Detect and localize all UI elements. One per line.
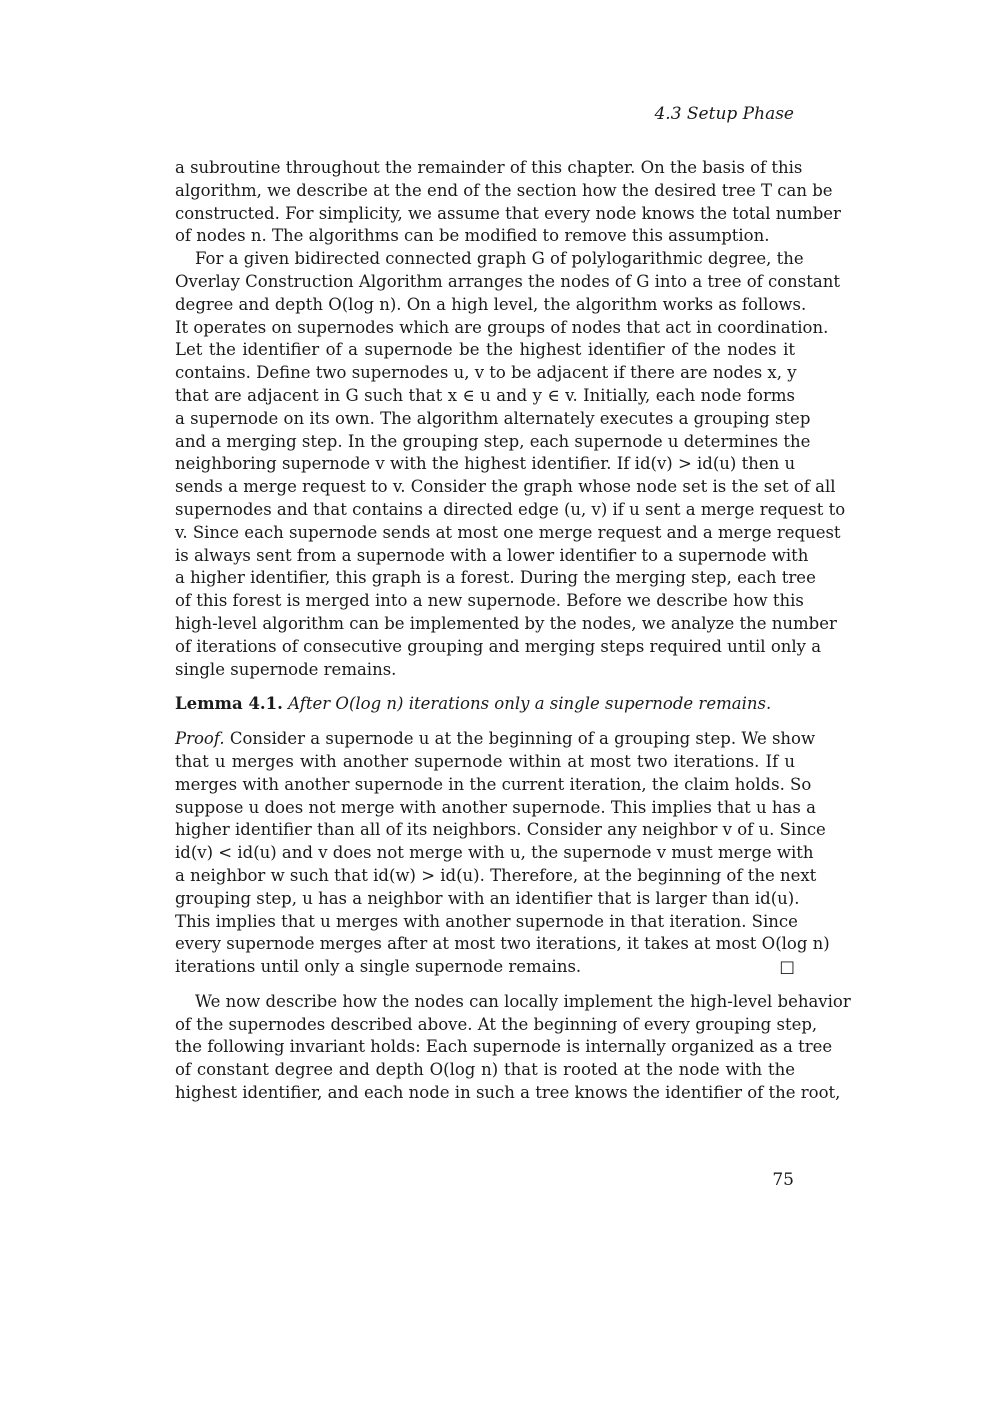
text-line: and a merging step. In the grouping step, each supernode u determines the	[175, 431, 811, 451]
text-line: of the supernodes described above. At the beginning of every grouping step,	[175, 1014, 818, 1034]
spacer	[175, 979, 795, 991]
paragraph-implementation	[175, 991, 851, 1105]
paragraph-algorithm-overview	[175, 248, 846, 681]
lemma-statement: After O(log n) iterations only a single supernode remains.	[288, 694, 772, 714]
text-line: degree and depth O(log n). On a high level, the algorithm works as follows.	[175, 294, 807, 314]
text-line: higher identifier than all of its neighbors. Consider any neighbor v of u. Since	[175, 820, 826, 840]
text-line: v. Since each supernode sends at most one merge request and a merge request	[175, 522, 841, 542]
text-line: For a given bidirected connected graph G of polylogarithmic degree, the	[195, 249, 804, 269]
text-line: sends a merge request to v. Consider the graph whose node set is the set of all	[175, 477, 836, 497]
text-line: every supernode merges after at most two iterations, it takes at most O(log n)	[175, 934, 830, 954]
proof-last-line	[175, 956, 795, 979]
text-line: of nodes n. The algorithms can be modified to remove this assumption.	[175, 226, 770, 246]
text-line: iterations until only a single supernode remains.	[175, 957, 582, 977]
text-line: supernodes and that contains a directed edge (u, v) if u sent a merge request to	[175, 499, 846, 519]
text-line: is always sent from a supernode with a lower identifier to a supernode with	[175, 545, 809, 565]
paragraph-continuation	[175, 157, 841, 248]
text-line: of constant degree and depth O(log n) that is rooted at the node with the	[175, 1060, 795, 1080]
text-line: We now describe how the nodes can locally implement the high-level behavior	[195, 991, 851, 1011]
text-line: Overlay Construction Algorithm arranges the nodes of G into a tree of constant	[175, 271, 840, 291]
proof-first-line	[175, 728, 816, 751]
text-line: grouping step, u has a neighbor with an identifier that is larger than id(u).	[175, 888, 800, 908]
lemma-label: Lemma 4.1.	[175, 694, 283, 714]
text-line: neighboring supernode v with the highest identifier. If id(v) > id(u) then u	[175, 454, 796, 474]
text-block	[175, 157, 851, 1105]
proof-label: Proof.	[175, 729, 225, 749]
lemma-4-1	[175, 693, 795, 716]
text-line: highest identifier, and each node in such a tree knows the identifier of the root,	[175, 1083, 841, 1103]
page-number: 75	[772, 1170, 794, 1190]
proof-text: Consider a supernode u at the beginning of a grouping step. We show	[229, 729, 816, 749]
text-line: contains. Define two supernodes u, v to be adjacent if there are nodes x, y	[175, 363, 797, 383]
text-line: suppose u does not merge with another supernode. This implies that u has a	[175, 797, 816, 817]
text-line: This implies that u merges with another supernode in that iteration. Since	[175, 911, 798, 931]
spacer	[175, 716, 795, 728]
text-line: a neighbor w such that id(w) > id(u). Therefore, at the beginning of the next	[175, 865, 817, 885]
text-line: id(v) < id(u) and v does not merge with u, the supernode v must merge with	[175, 843, 814, 863]
text-line: merges with another supernode in the current iteration, the claim holds. So	[175, 774, 812, 794]
text-line: It operates on supernodes which are groups of nodes that act in coordination.	[175, 317, 829, 337]
text-line: single supernode remains.	[175, 659, 397, 679]
text-line: constructed. For simplicity, we assume that every node knows the total number	[175, 203, 841, 223]
text-line: that are adjacent in G such that x ∈ u and y ∈ v. Initially, each node forms	[175, 385, 795, 405]
text-line: the following invariant holds: Each supernode is internally organized as a tree	[175, 1037, 833, 1057]
spacer	[175, 681, 795, 693]
text-line: that u merges with another supernode within at most two iterations. If u	[175, 751, 795, 771]
text-line: of this forest is merged into a new supernode. Before we describe how this	[175, 591, 804, 611]
text-line: a higher identifier, this graph is a forest. During the merging step, each tree	[175, 568, 816, 588]
running-head: 4.3 Setup Phase	[654, 104, 794, 124]
text-line: of iterations of consecutive grouping and merging steps required until only a	[175, 636, 822, 656]
lemma-line	[175, 693, 795, 716]
text-line: Let the identifier of a supernode be the highest identifier of the nodes it	[175, 340, 795, 360]
qed-symbol: □	[779, 957, 795, 977]
text-line: high-level algorithm can be implemented by the nodes, we analyze the number	[175, 613, 837, 633]
proof	[175, 728, 830, 979]
text-line: a supernode on its own. The algorithm alternately executes a grouping step	[175, 408, 811, 428]
text-line: algorithm, we describe at the end of the section how the desired tree T can be	[175, 180, 833, 200]
text-line: a subroutine throughout the remainder of this chapter. On the basis of this	[175, 158, 803, 177]
